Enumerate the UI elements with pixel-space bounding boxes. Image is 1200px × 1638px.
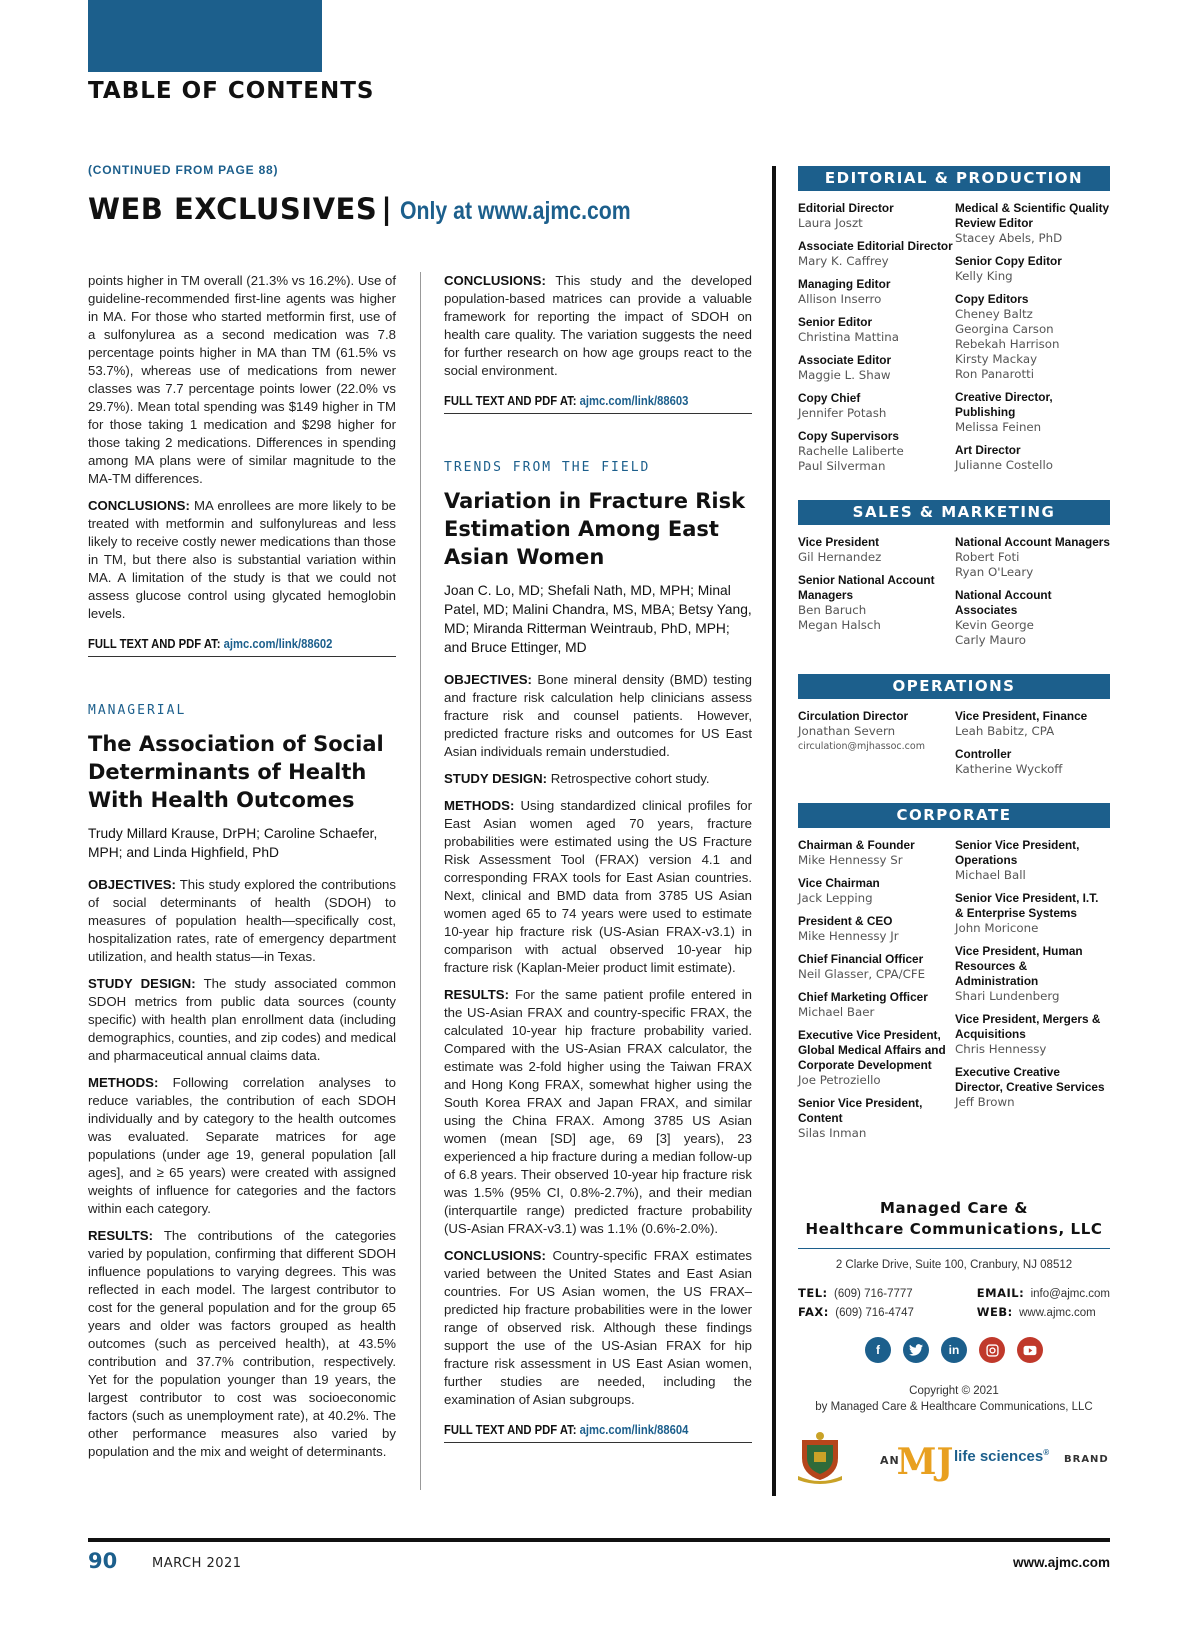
- brand-life-sciences: [954, 1448, 1049, 1465]
- masthead-role: Executive Creative Director, Creative Services: [955, 1065, 1105, 1094]
- objectives-label: OBJECTIVES:: [88, 877, 176, 892]
- masthead-name: Rebekah Harrison: [955, 337, 1060, 351]
- operations-right: [955, 709, 1110, 785]
- masthead-name: Ron Panarotti: [955, 367, 1034, 381]
- masthead-entry: [955, 709, 1110, 739]
- objectives-text: Bone mineral density (BMD) testing and fracture risk calculation help clinicians assess fracture risk and counsel patients. However, predicted fracture risks and outcomes for US East Asian individuals remain understudied.: [444, 672, 752, 759]
- masthead-role: Senior Vice President, Content: [798, 1096, 923, 1125]
- article2-authors: Trudy Millard Krause, DrPH; Caroline Schaefer, MPH; and Linda Highfield, PhD: [88, 826, 378, 860]
- results-label: RESULTS:: [444, 987, 509, 1002]
- article1-text: points higher in TM overall (21.3% vs 16.2%). Use of guideline-recommended first-line agents was higher in MA. For those who started metformin first, use of a sulfonylurea as a second medication was 7.8 percentage points higher in MA than TM (61.5% vs 53.7%), whereas use of medications from newer classes was 7.7 percentage points lower (22.0% vs 29.7%). Mean total spending was $149 higher in TM for those taking 1 medication and $298 higher for those taking 2 medications. Differences in spending among MA plans were of similar magnitude to the MA-TM differences.: [88, 273, 396, 486]
- masthead-name: Kirsty Mackay: [955, 352, 1038, 366]
- issue-date: MARCH 2021: [152, 1556, 242, 1571]
- operations-header: OPERATIONS: [798, 674, 1110, 699]
- masthead-role: Chairman & Founder: [798, 838, 915, 852]
- contact-phone-block: [798, 1285, 914, 1323]
- masthead-role: Executive Vice President, Global Medical Affairs and Corporate Development: [798, 1028, 946, 1072]
- masthead-name: Mike Hennessy Sr: [798, 853, 903, 867]
- masthead-name: Allison Inserro: [798, 292, 882, 306]
- sales-left: [798, 535, 953, 656]
- masthead-entry: [798, 876, 953, 906]
- masthead-name: Joe Petroziello: [798, 1073, 881, 1087]
- crest-icon: [798, 1432, 842, 1482]
- masthead-name: Jonathan Severn: [798, 724, 896, 738]
- masthead-entry: [955, 944, 1110, 1004]
- footer-site[interactable]: www.ajmc.com: [1012, 1555, 1110, 1570]
- tel-value: (609) 716-7777: [834, 1288, 913, 1300]
- contact-tel: [798, 1285, 914, 1304]
- editorial-right: [955, 201, 1110, 482]
- web-exclusives-title: WEB EXCLUSIVES: [88, 192, 378, 226]
- web-label: WEB:: [976, 1305, 1013, 1319]
- article3-conclusions: [444, 1247, 752, 1409]
- masthead-role: Senior Vice President, I.T. & Enterprise Systems: [955, 891, 1099, 920]
- sales-grid: [798, 535, 1110, 656]
- methods-text: Using standardized clinical profiles for East Asian women aged 70 years, fracture probabilities were estimated using the US Fracture Risk Assessment Tool (FRAX) version 4.1 and corresponding FRAX tools for East Asian countries. Next, clinical and BMD data from 3785 US Asian women aged 65 to 74 years were used to estimate 10-year hip fracture risk (US-Asian FRAX-v3.1) in comparison with actual observed 10-year hip fracture risk (Kaplan-Meier product limit estimate).: [444, 798, 752, 975]
- article3-methods: [444, 797, 752, 977]
- masthead-name: Cheney Baltz: [955, 307, 1033, 321]
- company-address: 2 Clarke Drive, Suite 100, Cranbury, NJ 08512: [835, 1259, 1073, 1271]
- corporate-grid: [798, 838, 1110, 1149]
- masthead-entry: [798, 709, 953, 754]
- article3-authors: Joan C. Lo, MD; Shefali Nath, MD, MPH; Minal Patel, MD; Malini Chandra, MS, MBA; Betsy Yang, MD; Miranda Ritterman Weintraub, PhD, MPH; and Bruce Ettinger, MD: [444, 583, 752, 655]
- masthead-entry: [955, 292, 1110, 382]
- masthead-role: Art Director: [955, 443, 1021, 457]
- masthead-entry: [955, 535, 1110, 580]
- masthead-entry: [955, 1065, 1110, 1110]
- design-text: The study associated common SDOH metrics from public data sources (county specific) with health plan enrollment data (including demographics, counties, and zip codes) and medical and pharmaceutical annual claims data.: [88, 976, 396, 1063]
- masthead-role: Creative Director, Publishing: [955, 390, 1053, 419]
- masthead-role: Senior Copy Editor: [955, 254, 1062, 268]
- masthead-name: Rachelle Laliberte: [798, 444, 904, 458]
- masthead-role: National Account Managers: [955, 535, 1110, 549]
- masthead-entry: [798, 914, 953, 944]
- masthead-role: Vice Chairman: [798, 876, 880, 890]
- masthead-name: Laura Joszt: [798, 216, 863, 230]
- results-text: The contributions of the categories varied by population, confirming that different SDOH influence populations to varying degrees. This was reflected in each model. The largest contributor to cost for the general population and for the group 65 years and older was factors grouped as health outcomes (such as perceived health), at 43.5% contribution and 37.7% contribution, respectively. Yet for the population younger than 19 years, the largest contributor to cost was socioeconomic factors (such as unemployment rate), at 40.2%. The other performance measures also varied by population and the mix and weight of determinants.: [88, 1228, 396, 1459]
- masthead-entry: [955, 588, 1110, 648]
- masthead-name: Ryan O'Leary: [955, 565, 1034, 579]
- masthead-name: Georgina Carson: [955, 322, 1054, 336]
- masthead-role: Associate Editorial Director: [798, 239, 953, 253]
- results-text: For the same patient profile entered in the US-Asian FRAX and country-specific FRAX, the calculated 10-year hip fracture probability varied. Compared with the US-Asian FRAX calculator, the estimate was 2-fold higher using the Taiwan FRAX and Hong Kong FRAX, somewhat higher using the South Korea FRAX and Japan FRAX, and similar using the China FRAX. Among 3785 US Asian women (mean [SD] age, 69 [3] years), 23 experienced a hip fracture during a median follow-up of 6.8 years. Their observed 10-year hip fracture risk was 1.5% (95% CI, 0.8%-2.7%), and their median (interquartile range) predicted fracture probability (US-Asian FRAX-v3.1) was 1.1% (0.6%-2.0%).: [444, 987, 752, 1236]
- conclusions-label: CONCLUSIONS:: [444, 1248, 546, 1263]
- corporate-right: [955, 838, 1110, 1149]
- masthead-entry: [798, 353, 953, 383]
- masthead-role: Vice President, Finance: [955, 709, 1088, 723]
- article2-conclusions: [444, 272, 752, 380]
- fax-label: FAX:: [798, 1305, 829, 1319]
- contact-web: [977, 1304, 1110, 1323]
- masthead-role: Vice President: [798, 535, 880, 549]
- masthead-name: Michael Ball: [955, 868, 1026, 882]
- masthead-name: Jeff Brown: [955, 1095, 1015, 1109]
- masthead-name: Stacey Abels, PhD: [955, 231, 1063, 245]
- masthead-entry: [798, 391, 953, 421]
- masthead-role: National Account Associates: [955, 588, 1052, 617]
- masthead-name: Ben Baruch: [798, 603, 867, 617]
- article3-objectives: [444, 671, 752, 761]
- footer-rule: [88, 1538, 1110, 1542]
- company-name-line1: Managed Care &: [879, 1199, 1029, 1217]
- copyright: [798, 1383, 1110, 1415]
- article2-results: [88, 1227, 396, 1461]
- continued-note: (CONTINUED FROM PAGE 88): [88, 163, 279, 177]
- operations-grid: [798, 709, 1110, 785]
- contact-web-block: [977, 1285, 1110, 1323]
- conclusions-text: Country-specific FRAX estimates varied between the United States and East Asian countries. For US Asian women, the US FRAX–predicted hip fracture probabilities were in the lower range of observed risk. Although these findings support the use of the US-Asian FRAX for hip fracture risk assessment in US East Asian women, further studies are needed, including the examination of Asian subgroups.: [444, 1248, 752, 1407]
- email-label: EMAIL:: [976, 1286, 1025, 1300]
- header-separator: |: [381, 192, 392, 226]
- masthead-name: Jack Lepping: [798, 891, 873, 905]
- article2-link[interactable]: ajmc.com/link/88603: [579, 394, 689, 408]
- article2-fulltext: [444, 394, 752, 414]
- masthead-role: Senior Editor: [798, 315, 873, 329]
- masthead-entry: [798, 429, 953, 474]
- editorial-header: EDITORIAL & PRODUCTION: [798, 166, 1110, 191]
- conclusions-text: MA enrollees are more likely to be treated with metformin and sulfonylureas and less likely to receive costly newer medications than those in TM, but there also is substantial variation within MA. A limitation of the study is that we could not assess glucose control using glycated hemoglobin levels.: [88, 498, 396, 621]
- masthead-name: Katherine Wyckoff: [955, 762, 1063, 776]
- conclusions-label: CONCLUSIONS:: [444, 273, 546, 288]
- conclusions-text: This study and the developed population-based matrices can provide a valuable framework for reporting the impact of SDOH on health care quality. The variation suggests the need for further research on how age groups react to the social environment.: [444, 273, 752, 378]
- article3-fulltext: [444, 1423, 752, 1443]
- article2-section: MANAGERIAL: [88, 703, 187, 718]
- article2-design: [88, 975, 396, 1065]
- masthead-entry: [955, 443, 1110, 473]
- masthead-name: Shari Lundenberg: [955, 989, 1060, 1003]
- masthead-divider: [772, 166, 776, 1496]
- mj-logo: [896, 1438, 954, 1483]
- masthead-name: Paul Silverman: [798, 459, 886, 473]
- brand-word: BRAND: [1064, 1454, 1109, 1465]
- article2-methods: [88, 1074, 396, 1218]
- fax-value: (609) 716-4747: [835, 1307, 914, 1319]
- masthead-email[interactable]: circulation@mjhassoc.com: [798, 741, 925, 752]
- fulltext-label-text: FULL TEXT AND PDF AT:: [88, 637, 224, 651]
- masthead-entry: [798, 573, 953, 633]
- registered-mark: ®: [1043, 1448, 1050, 1457]
- masthead-role: Chief Financial Officer: [798, 952, 924, 966]
- objectives-text: This study explored the contributions of social determinants of health (SDOH) to measures of population health—specifically cost, hospitalization rates, rate of emergency department utilization, and health status—in Texas.: [88, 877, 396, 964]
- editorial-left: [798, 201, 953, 482]
- methods-label: METHODS:: [88, 1075, 159, 1090]
- masthead-name: Neil Glasser, CPA/CFE: [798, 967, 926, 981]
- sales-right: [955, 535, 1110, 656]
- masthead-role: Senior Vice President, Operations: [955, 838, 1080, 867]
- copyright-line1: Copyright © 2021: [909, 1385, 999, 1397]
- masthead-name: Maggie L. Shaw: [798, 368, 891, 382]
- masthead-entry: [798, 315, 953, 345]
- masthead-entry: [955, 254, 1110, 284]
- masthead-entry: [798, 990, 953, 1020]
- masthead-name: Jennifer Potash: [798, 406, 887, 420]
- social-links: [798, 1337, 1110, 1363]
- masthead-name: Silas Inman: [798, 1126, 867, 1140]
- tel-label: TEL:: [798, 1286, 828, 1300]
- company-contact: [798, 1285, 1110, 1323]
- toc-title: TABLE OF CONTENTS: [88, 78, 375, 104]
- article1-fulltext: [88, 637, 396, 657]
- masthead-role: Editorial Director: [798, 201, 894, 215]
- article2-objectives: [88, 876, 396, 966]
- masthead-name: Christina Mattina: [798, 330, 899, 344]
- brand-an: AN: [880, 1454, 900, 1467]
- facebook-icon[interactable]: f: [865, 1337, 891, 1363]
- corporate-header: CORPORATE: [798, 803, 1110, 828]
- masthead-role: Copy Supervisors: [798, 429, 899, 443]
- contact-fax: [798, 1304, 914, 1323]
- mj-logo-text: MJ: [896, 1441, 954, 1483]
- brand-row: [798, 1430, 1110, 1486]
- fulltext-label: [88, 637, 332, 651]
- results-label: RESULTS:: [88, 1228, 153, 1243]
- twitter-icon[interactable]: [903, 1337, 929, 1363]
- masthead-name: Leah Babitz, CPA: [955, 724, 1055, 738]
- masthead-entry: [798, 952, 953, 982]
- masthead-role: Vice President, Mergers & Acquisitions: [955, 1012, 1101, 1041]
- web-value[interactable]: www.ajmc.com: [1019, 1307, 1096, 1319]
- masthead-entry: [798, 1096, 953, 1141]
- masthead-role: Vice President, Human Resources & Administration: [955, 944, 1083, 988]
- masthead-entry: [955, 838, 1110, 883]
- masthead-name: John Moricone: [955, 921, 1039, 935]
- masthead-name: Kevin George: [955, 618, 1034, 632]
- masthead-entry: [955, 390, 1110, 435]
- masthead-role: Medical & Scientific Quality Review Editor: [955, 201, 1110, 230]
- masthead-entry: [798, 838, 953, 868]
- masthead-role: Copy Chief: [798, 391, 861, 405]
- masthead-name: Chris Hennessy: [955, 1042, 1047, 1056]
- masthead-entry: [798, 1028, 953, 1088]
- masthead-entry: [955, 747, 1110, 777]
- fulltext-label: [444, 1423, 688, 1437]
- web-exclusives-header: [88, 192, 648, 226]
- fulltext-label: [444, 394, 688, 408]
- masthead-role: Copy Editors: [955, 292, 1029, 306]
- column-left: [88, 272, 396, 1470]
- masthead-entry: [798, 201, 953, 231]
- operations-left: [798, 709, 953, 785]
- objectives-label: OBJECTIVES:: [444, 672, 532, 687]
- page-number: 90: [88, 1549, 118, 1573]
- article3-link[interactable]: ajmc.com/link/88604: [579, 1423, 689, 1437]
- masthead-role: Circulation Director: [798, 709, 909, 723]
- design-label: STUDY DESIGN:: [444, 771, 548, 786]
- masthead-name: Mary K. Caffrey: [798, 254, 889, 268]
- conclusions-label: CONCLUSIONS:: [88, 498, 190, 513]
- only-at-link[interactable]: Only at www.ajmc.com: [400, 197, 631, 225]
- company-name-line2: Healthcare Communications, LLC: [805, 1220, 1103, 1238]
- masthead-entry: [798, 239, 953, 269]
- article3-design: [444, 770, 752, 788]
- masthead-name: Melissa Feinen: [955, 420, 1042, 434]
- header-color-block: [88, 0, 322, 72]
- masthead-entry: [955, 891, 1110, 936]
- masthead-role: President & CEO: [798, 914, 893, 928]
- masthead-role: Associate Editor: [798, 353, 892, 367]
- corporate-left: [798, 838, 953, 1149]
- copyright-line2: by Managed Care & Healthcare Communications, LLC: [815, 1401, 1093, 1413]
- masthead-name: Michael Baer: [798, 1005, 875, 1019]
- methods-text: Following correlation analyses to reduce variables, the contribution of each SDOH individually and by category to the health outcomes was evaluated. Separate matrices for age populations (under age 19, general population [all ages], and ≥ 65 years) were created with assigned weights of influence for categories and the factors within each category.: [88, 1075, 396, 1216]
- masthead-entry: [955, 1012, 1110, 1057]
- masthead-role: Managing Editor: [798, 277, 891, 291]
- masthead-name: Megan Halsch: [798, 618, 881, 632]
- company-info: [798, 1198, 1110, 1415]
- masthead-name: Robert Foti: [955, 550, 1020, 564]
- masthead-role: Chief Marketing Officer: [798, 990, 928, 1004]
- design-text: Retrospective cohort study.: [547, 771, 710, 786]
- article3-section: TRENDS FROM THE FIELD: [444, 460, 651, 475]
- company-name: [798, 1198, 1110, 1249]
- masthead-role: Senior National Account Managers: [798, 573, 935, 602]
- article3-title: Variation in Fracture Risk Estimation Among East Asian Women: [444, 489, 746, 569]
- email-value[interactable]: info@ajmc.com: [1030, 1288, 1110, 1300]
- masthead-name: Gil Hernandez: [798, 550, 882, 564]
- instagram-icon[interactable]: [979, 1337, 1005, 1363]
- column-divider: [420, 272, 421, 1490]
- methods-label: METHODS:: [444, 798, 515, 813]
- article2-title: The Association of Social Determinants of Health With Health Outcomes: [88, 732, 384, 812]
- column-middle: [444, 272, 752, 1443]
- life-sciences-text: life sciences: [954, 1448, 1044, 1465]
- masthead-name: Kelly King: [955, 269, 1013, 283]
- fulltext-label-text: FULL TEXT AND PDF AT:: [444, 394, 580, 408]
- masthead-role: Controller: [955, 747, 1012, 761]
- masthead-name: Julianne Costello: [955, 458, 1053, 472]
- masthead-entry: [955, 201, 1110, 246]
- youtube-icon[interactable]: [1017, 1337, 1043, 1363]
- design-label: STUDY DESIGN:: [88, 976, 196, 991]
- editorial-grid: [798, 201, 1110, 482]
- article3-results: [444, 986, 752, 1238]
- article1-conclusions: [88, 497, 396, 623]
- contact-email: [977, 1285, 1110, 1304]
- masthead-name: Mike Hennessy Jr: [798, 929, 899, 943]
- masthead: [798, 166, 1110, 1167]
- article1-link[interactable]: ajmc.com/link/88602: [223, 637, 333, 651]
- masthead-entry: [798, 535, 953, 565]
- fulltext-label-text: FULL TEXT AND PDF AT:: [444, 1423, 580, 1437]
- sales-header: SALES & MARKETING: [798, 500, 1110, 525]
- linkedin-icon[interactable]: in: [941, 1337, 967, 1363]
- masthead-entry: [798, 277, 953, 307]
- masthead-name: Carly Mauro: [955, 633, 1027, 647]
